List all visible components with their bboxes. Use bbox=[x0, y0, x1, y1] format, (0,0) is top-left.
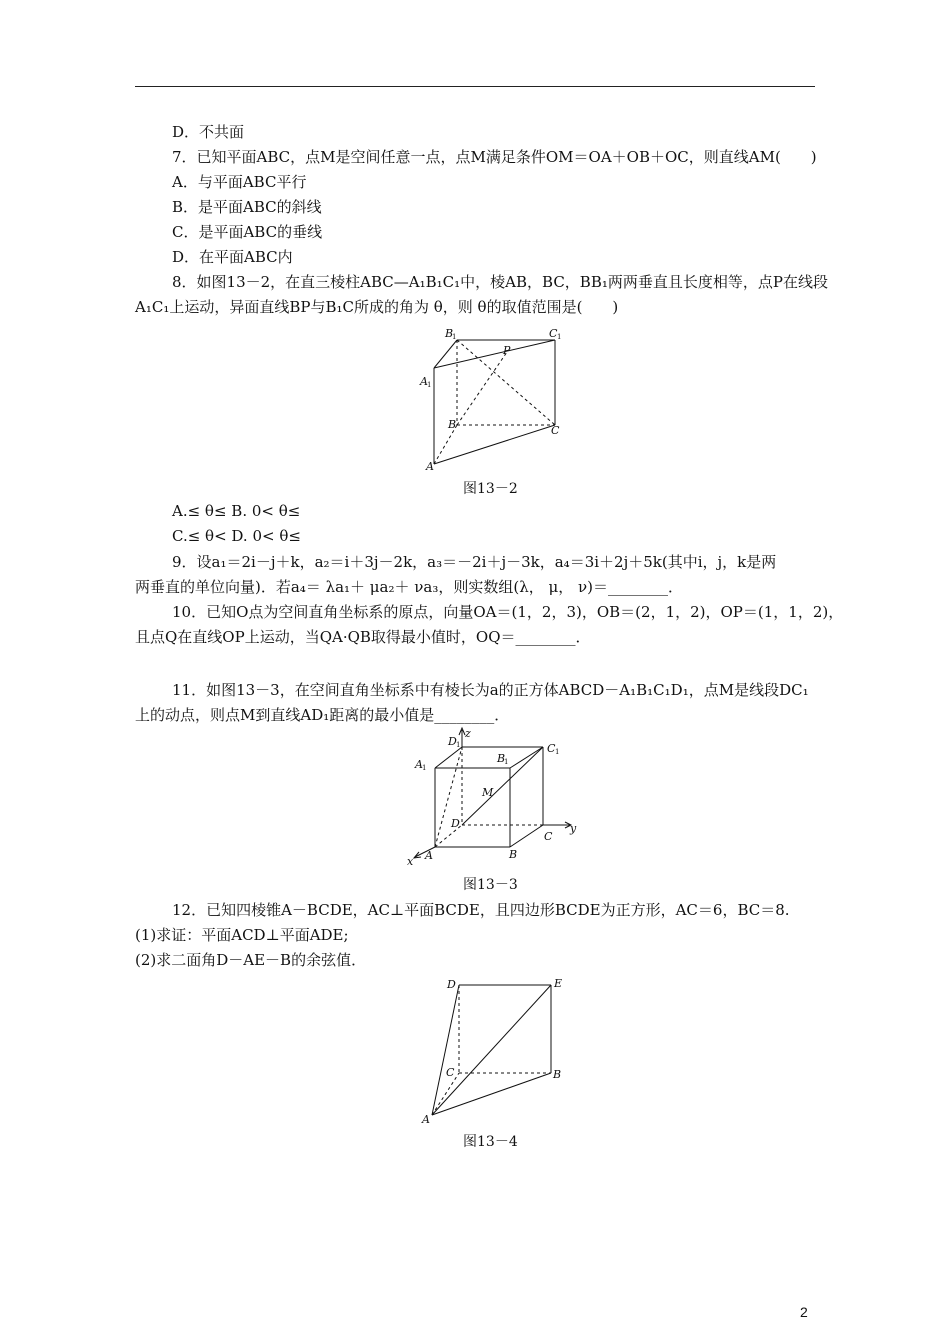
svg-text:1: 1 bbox=[427, 381, 432, 389]
fig1-label-p: P bbox=[503, 344, 511, 357]
q11-stem-line2: 上的动点，则点M到直线AD₁距离的最小值是________． bbox=[135, 706, 510, 724]
q10-stem-line2: 且点Q在直线OP上运动，当QA·QB取得最小值时，OQ＝________． bbox=[135, 628, 591, 646]
svg-text:1: 1 bbox=[422, 764, 427, 772]
fig1-label-a: A bbox=[426, 460, 434, 473]
svg-text:1: 1 bbox=[557, 333, 562, 341]
fig1-label-c: C bbox=[551, 424, 560, 437]
q10-stem-line1: 10．已知O点为空间直角坐标系的原点，向量OA＝(1，2，3)，OB＝(2，1，2)，OP＝(1，1，2)， bbox=[172, 603, 844, 621]
fig1-label-b: B bbox=[448, 418, 457, 431]
fig2-label-a1: A bbox=[415, 758, 423, 771]
fig2-label-d1: D bbox=[448, 735, 457, 748]
page-number: 2 bbox=[800, 1304, 808, 1320]
svg-text:1: 1 bbox=[504, 758, 509, 766]
figure-13-4-caption: 图13－4 bbox=[463, 1134, 518, 1150]
q8-stem-line1: 8．如图13－2，在直三棱柱ABC—A₁B₁C₁中，棱AB，BC，BB₁两两垂直且长度相等，点P在线段 bbox=[172, 273, 828, 291]
fig2-label-d: D bbox=[451, 817, 460, 830]
svg-text:1: 1 bbox=[456, 741, 461, 749]
q12-part2: (2)求二面角D－AE－B的余弦值． bbox=[135, 951, 367, 969]
q8-stem-line2: A₁C₁上运动，异面直线BP与B₁C所成的角为 θ，则 θ的取值范围是( ) bbox=[135, 298, 619, 316]
q9-stem-line1: 9．设a₁＝2i－j＋k，a₂＝i＋3j－2k，a₃＝－2i＋j－3k，a₄＝3i＋2j＋5k(其中i，j，k是两 bbox=[172, 553, 777, 571]
q8-options-ab: A.≤ θ≤ B. 0< θ≤ bbox=[172, 502, 301, 520]
figure-13-4 bbox=[415, 973, 575, 1131]
svg-text:1: 1 bbox=[555, 748, 560, 756]
fig2-label-a: A bbox=[425, 849, 433, 862]
fig1-label-c1: C bbox=[549, 327, 558, 340]
q6-option-d: D．不共面 bbox=[172, 123, 245, 141]
fig1-label-b1: B bbox=[445, 327, 454, 340]
q7-option-c: C．是平面ABC的垂线 bbox=[172, 223, 323, 241]
figure-13-3-caption: 图13－3 bbox=[463, 877, 518, 893]
figure-13-3 bbox=[405, 725, 585, 870]
fig2-label-x: x bbox=[407, 855, 414, 868]
fig2-label-c: C bbox=[544, 830, 553, 843]
fig2-label-m: M bbox=[482, 786, 494, 799]
q7-option-a: A．与平面ABC平行 bbox=[172, 173, 307, 191]
fig3-label-e: E bbox=[554, 977, 563, 990]
fig2-label-b: B bbox=[509, 848, 518, 861]
fig3-label-a: A bbox=[422, 1113, 430, 1126]
fig2-label-b1: B bbox=[497, 752, 506, 765]
figure-13-2 bbox=[415, 322, 575, 477]
fig3-label-b: B bbox=[553, 1068, 562, 1081]
svg-text:1: 1 bbox=[452, 333, 457, 341]
q7-option-d: D．在平面ABC内 bbox=[172, 248, 293, 266]
fig1-label-a1: A bbox=[420, 375, 428, 388]
fig2-label-y: y bbox=[570, 822, 577, 835]
fig3-label-d: D bbox=[447, 978, 456, 991]
q11-stem-line1: 11．如图13－3，在空间直角坐标系中有棱长为a的正方体ABCD－A₁B₁C₁D₁，点M是线段DC₁ bbox=[172, 681, 809, 699]
fig3-label-c: C bbox=[446, 1066, 455, 1079]
q7-option-b: B．是平面ABC的斜线 bbox=[172, 198, 322, 216]
q12-part1: (1)求证：平面ACD⊥平面ADE; bbox=[135, 926, 349, 944]
q8-options-cd: C.≤ θ< D. 0< θ≤ bbox=[172, 527, 301, 545]
figure-13-2-caption: 图13－2 bbox=[463, 481, 518, 497]
fig2-label-z: z bbox=[465, 727, 471, 740]
q9-stem-line2: 两垂直的单位向量)．若a₄＝ λa₁＋ μa₂＋ νa₃，则实数组(λ， μ， ν)＝________． bbox=[135, 578, 683, 596]
header-rule bbox=[135, 86, 815, 87]
q12-stem: 12．已知四棱锥A－BCDE，AC⊥平面BCDE，且四边形BCDE为正方形，AC＝6，BC＝8. bbox=[172, 901, 790, 919]
fig2-label-c1: C bbox=[547, 742, 556, 755]
q7-stem: 7．已知平面ABC，点M是空间任意一点，点M满足条件OM＝OA＋OB＋OC，则直线AM( ) bbox=[172, 148, 817, 166]
